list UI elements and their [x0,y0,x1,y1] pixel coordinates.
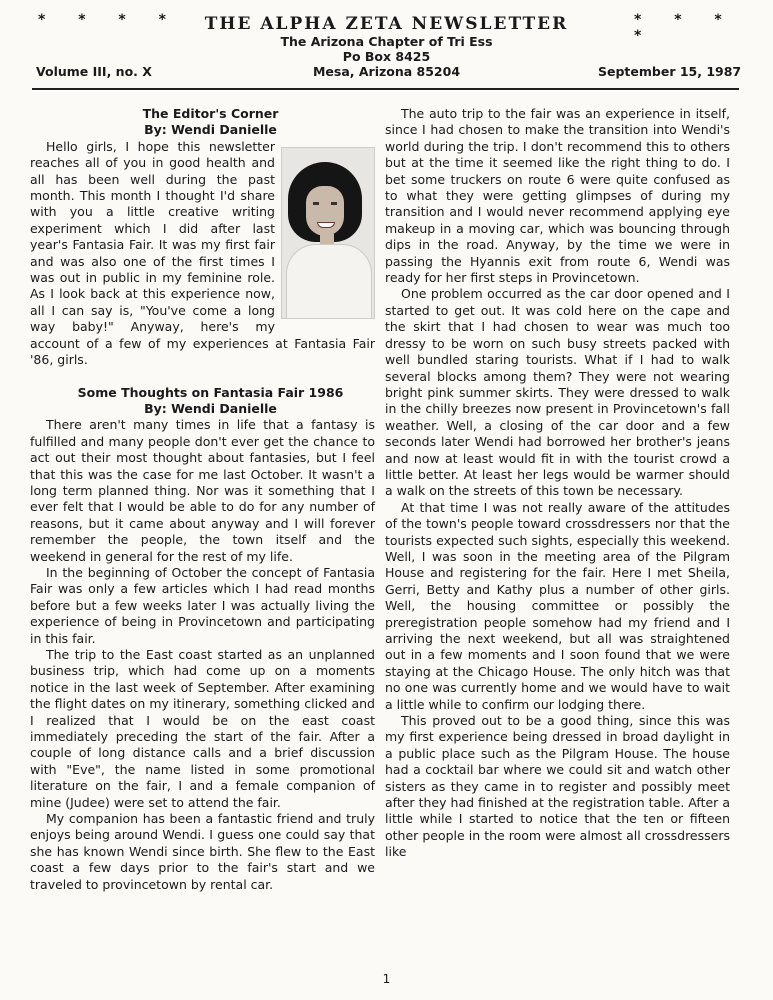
editor-corner-body: Hello girls, I hope this newsletter reaches all of you in good health and all has been well during the past month. This month I thought I'd share with you a little creative writing experiment which I did after last year's Fantasia Fair. It was my first fair and was also one of the first times I was out in public in my feminine role. As I look back at this experience now, all I can say is, "You've come a long way baby!" Anyway, here's my account of a few of my experiences at Fantasia Fair '86, girls. [30,138,375,368]
chapter-subtitle: The Arizona Chapter of Tri Ess [280,34,493,49]
page-number: 1 [382,972,391,986]
volume-number: Volume III, no. X [36,64,152,79]
article-heading: Some Thoughts on Fantasia Fair 1986 [77,384,344,400]
left-column [30,106,375,893]
article-paragraph: In the beginning of October the concept of Fantasia Fair was only a few articles which I had read months before but a few weeks later I was actually living the experience of being in Provincetown and participating in this fair. [30,564,375,646]
article-paragraph: The auto trip to the fair was an experience in itself, since I had chosen to make the transition into Wendi's world during the trip. I don't recommend this to others but at the time it seemed like the right thing to do. I bet some truckers on route 6 were quite confused as to what they were getting glimpses of during my transition and I would never recommend applying eye makeup in a moving car, which was bouncing through dips in the road. Anyway, by the time we were in passing the Hyannis exit from route 6, Wendi was ready for her first steps in Provincetown. [385,106,730,286]
article-paragraph: My companion has been a fantastic friend and truly enjoys being around Wendi. I guess one could say that she has known Wendi since birth. She flew to the East coast a few days prior to the fair's start and we traveled to provincetown by rental car. [30,811,375,892]
article-paragraph: One problem occurred as the car door opened and I started to get out. It was cold here on the cape and the skirt that I had chosen to wear was much too dressy to be worn on such busy streets packed with well bundled staring tourists. What if I had to walk several blocks among them? They were not wearing bright pink summer skirts. They were dressed to walk in the chilly breezes now present in Provincetown's fall weather. Well, a closing of the car door and a few seconds later Wendi had borrowed her brother's jeans and now at least would fit in with the tourist crowd a little better. At least her legs would be warmer should a walk on the streets of this town be necessary. [385,286,730,499]
editor-corner-heading: The Editor's Corner [142,106,279,121]
article-paragraph: The trip to the East coast started as an unplanned business trip, which had come up on a moments notice in the last week of September. After examining the flight dates on my itinerary, something clicked and I realized that I would be on the east coast immediately preceding the start of the fair. After a couple of long distance calls and a brief discussion with "Eve", the name listed in some promotional literature on the fair, I and a female companion of mine (Judee) were set to attend the fair. [30,647,375,810]
newsletter-title: THE ALPHA ZETA NEWSLETTER [204,14,569,34]
right-column [385,106,730,861]
article-byline: By: Wendi Danielle [144,400,277,416]
header-rule [32,88,739,90]
stars-right: * * * * [634,12,736,44]
article-paragraph: This proved out to be a good thing, since this was my first experience being dressed in broad daylight in a public place such as the Pilgram House. The house had a cocktail bar where we could sit and watch other sisters as they came in to register and possibly meet after they had finished at the registration table. After a little while I started to notice that the ten or fifteen other people in the room were almost all crossdressers like [385,713,730,860]
po-box: Po Box 8425 [342,49,431,64]
editor-corner-byline: By: Wendi Danielle [144,122,277,138]
author-photo [281,147,375,319]
article-paragraph: There aren't many times in life that a fantasy is fulfilled and many people don't ever get the chance to act out their most thought about fantasies, but I feel that this was the case for me last October. It wasn't a long term planned thing. Nor was it something that I ever felt that I would be able to do for any number of reasons, but it came about anyway and I will forever remember the people, the town itself and the weekend in general for the rest of my life. [30,417,375,564]
stars-left: * * * * [38,12,180,28]
issue-date: September 15, 1987 [598,64,742,79]
city-address: Mesa, Arizona 85204 [312,64,461,79]
article-paragraph: At that time I was not really aware of the attitudes of the town's people toward crossdressers nor that the tourists expected such sights, especially this weekend. Well, I was soon in the meeting area of the Pilgram House and registering for the fair. Here I met Sheila, Gerri, Betty and Kathy plus a number of other girls. Well, the housing committee or possibly the preregistration people somehow had my friend and I arriving the next weekend, but all was straightened out in a few moments and I soon found that we were staying at the Chicago House. The only hitch was that no one was currently home and we would have to wait a little while to confirm our lodging there. [385,499,730,712]
